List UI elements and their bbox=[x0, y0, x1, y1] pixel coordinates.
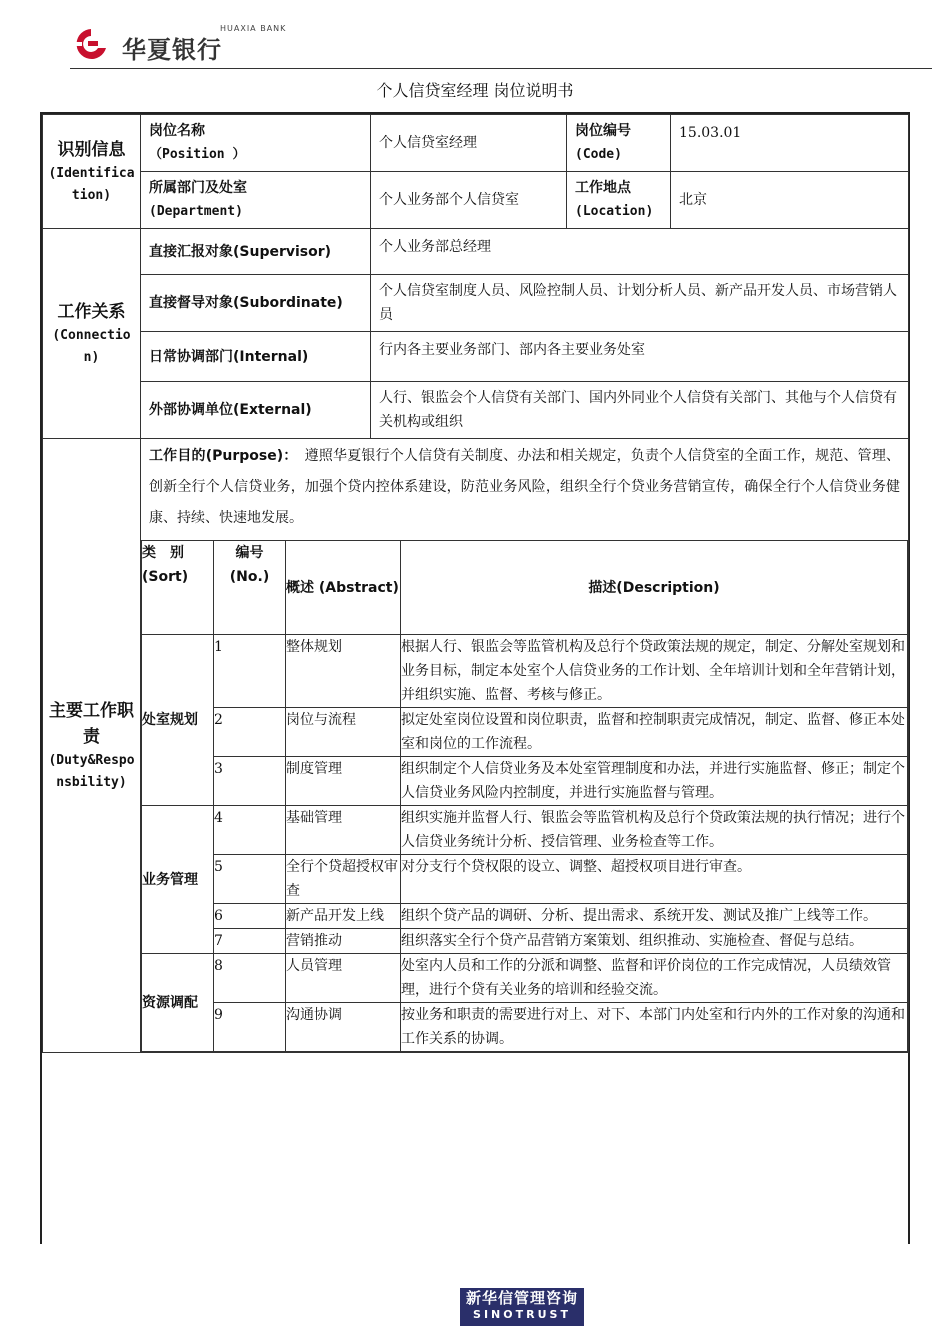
table-row bbox=[142, 904, 908, 929]
dept-value: 个人业务部个人信贷室 bbox=[371, 172, 567, 229]
category-label-en: (Identification) bbox=[48, 165, 135, 203]
category-label-en: (Duty&Responsbility) bbox=[48, 752, 135, 790]
position-label bbox=[141, 115, 371, 172]
item-no: 1 bbox=[214, 635, 286, 708]
item-desc: 组织制定个人信贷业务及本处室管理制度和办法，并进行实施监督、修正；制定个人信贷业务风险内控制度，并进行实施监督与管理。 bbox=[401, 757, 908, 806]
item-abstract: 整体规划 bbox=[286, 635, 401, 708]
table-row bbox=[142, 708, 908, 757]
purpose-text bbox=[141, 439, 908, 540]
relation-row bbox=[43, 275, 909, 332]
location-label-en: (Location) bbox=[575, 204, 654, 219]
relation-value: 人行、银监会个人信贷有关部门、国内外同业个人信贷有关部门、其他与个人信贷有关机构或组织 bbox=[371, 382, 909, 439]
dept-label-en: (Department) bbox=[149, 204, 243, 219]
category-label-en: (Connection) bbox=[52, 327, 131, 365]
duties-header-row bbox=[142, 541, 908, 635]
bank-name-en: HUAXIA BANK bbox=[220, 24, 287, 33]
col-sort-header: 类 别 (Sort) bbox=[142, 541, 214, 635]
code-label bbox=[567, 115, 671, 172]
identification-row-dept bbox=[43, 172, 909, 229]
category-label-cn: 主要工作职责 bbox=[49, 700, 134, 747]
item-desc: 组织实施并监督人行、银监会等监管机构及总行个贷政策法规的执行情况；进行个人信贷业务统计分析、授信管理、业务检查等工作。 bbox=[401, 806, 908, 855]
relation-row bbox=[43, 332, 909, 382]
position-label-en: （Position ） bbox=[149, 147, 246, 162]
identification-category bbox=[43, 115, 141, 229]
item-abstract: 新产品开发上线 bbox=[286, 904, 401, 929]
location-label bbox=[567, 172, 671, 229]
item-no: 8 bbox=[214, 954, 286, 1003]
sort-label: 业务管理 bbox=[142, 806, 214, 954]
location-value: 北京 bbox=[671, 172, 909, 229]
position-label-cn: 岗位名称 bbox=[149, 123, 205, 139]
relations-category bbox=[43, 229, 141, 439]
item-no: 3 bbox=[214, 757, 286, 806]
category-label-cn: 识别信息 bbox=[57, 139, 126, 160]
huaxia-logo-icon bbox=[72, 26, 110, 62]
item-no: 4 bbox=[214, 806, 286, 855]
page-header bbox=[70, 20, 932, 69]
item-no: 9 bbox=[214, 1003, 286, 1052]
code-label-cn: 岗位编号 bbox=[575, 123, 631, 139]
col-desc-header: 描述(Description) bbox=[401, 541, 908, 635]
duties-row bbox=[43, 439, 909, 1053]
relation-label: 直接汇报对象(Supervisor) bbox=[141, 229, 371, 275]
bank-name-cn: 华夏银行 bbox=[122, 36, 222, 64]
relation-label: 外部协调单位(External) bbox=[141, 382, 371, 439]
table-row bbox=[142, 757, 908, 806]
relation-label: 日常协调部门(Internal) bbox=[141, 332, 371, 382]
item-desc: 按业务和职责的需要进行对上、对下、本部门内处室和行内外的工作对象的沟通和工作关系的协调。 bbox=[401, 1003, 908, 1052]
table-row bbox=[142, 954, 908, 1003]
item-desc: 组织落实全行个贷产品营销方案策划、组织推动、实施检查、督促与总结。 bbox=[401, 929, 908, 954]
item-abstract: 全行个贷超授权审查 bbox=[286, 855, 401, 904]
item-no: 5 bbox=[214, 855, 286, 904]
relation-label: 直接督导对象(Subordinate) bbox=[141, 275, 371, 332]
item-desc: 根据人行、银监会等监管机构及总行个贷政策法规的规定，制定、分解处室规划和业务目标，制定本处室个人信贷业务的工作计划、全年培训计划和全年营销计划，并组织实施、监督、考核与修正。 bbox=[401, 635, 908, 708]
col-abstract-header: 概述 (Abstract) bbox=[286, 541, 401, 635]
col-no-header: 编号 (No.) bbox=[214, 541, 286, 635]
code-label-en: (Code) bbox=[575, 147, 622, 162]
duties-category bbox=[43, 439, 141, 1053]
job-description-table bbox=[42, 114, 909, 1053]
item-desc: 处室内人员和工作的分派和调整、监督和评价岗位的工作完成情况，人员绩效管理，进行个贷有关业务的培训和经验交流。 bbox=[401, 954, 908, 1003]
sort-label: 资源调配 bbox=[142, 954, 214, 1052]
item-abstract: 人员管理 bbox=[286, 954, 401, 1003]
footer-logo-cn: 新华信管理咨询 bbox=[465, 1289, 578, 1307]
duties-table bbox=[141, 540, 908, 1052]
item-no: 2 bbox=[214, 708, 286, 757]
item-abstract: 营销推动 bbox=[286, 929, 401, 954]
table-row bbox=[142, 929, 908, 954]
footer-logo-en: SINOTRUST bbox=[473, 1308, 571, 1321]
item-abstract: 岗位与流程 bbox=[286, 708, 401, 757]
relation-value: 行内各主要业务部门、部内各主要业务处室 bbox=[371, 332, 909, 382]
relation-row bbox=[43, 229, 909, 275]
identification-row-position bbox=[43, 115, 909, 172]
item-abstract: 制度管理 bbox=[286, 757, 401, 806]
item-no: 7 bbox=[214, 929, 286, 954]
category-label-cn: 工作关系 bbox=[57, 301, 126, 322]
sort-label: 处室规划 bbox=[142, 635, 214, 806]
table-row bbox=[142, 635, 908, 708]
document-title: 个人信贷室经理 岗位说明书 bbox=[376, 81, 574, 100]
relation-value: 个人业务部总经理 bbox=[371, 229, 909, 275]
purpose-label: 工作目的(Purpose)： bbox=[149, 448, 291, 464]
sinotrust-logo bbox=[460, 1288, 584, 1326]
duties-content bbox=[141, 439, 909, 1053]
dept-label bbox=[141, 172, 371, 229]
dept-label-cn: 所属部门及处室 bbox=[149, 180, 247, 196]
purpose-body: 遵照华夏银行个人信贷有关制度、办法和相关规定，负责个人信贷室的全面工作，规范、管理、创新全行个人信贷业务，加强个贷内控体系建设，防范业务风险，组织全行个贷业务营销宣传，确保全行个人信贷业务健康、持续、快速地发展。 bbox=[149, 448, 901, 526]
table-row bbox=[142, 806, 908, 855]
position-value: 个人信贷室经理 bbox=[371, 115, 567, 172]
relation-row bbox=[43, 382, 909, 439]
location-label-cn: 工作地点 bbox=[575, 180, 631, 196]
item-desc: 拟定处室岗位设置和岗位职责，监督和控制职责完成情况，制定、监督、修正本处室和岗位的工作流程。 bbox=[401, 708, 908, 757]
table-row bbox=[142, 1003, 908, 1052]
item-abstract: 沟通协调 bbox=[286, 1003, 401, 1052]
item-no: 6 bbox=[214, 904, 286, 929]
item-desc: 对分支行个贷权限的设立、调整、超授权项目进行审查。 bbox=[401, 855, 908, 904]
code-value: 15.03.01 bbox=[671, 115, 909, 172]
table-row bbox=[142, 855, 908, 904]
relation-value: 个人信贷室制度人员、风险控制人员、计划分析人员、新产品开发人员、市场营销人员 bbox=[371, 275, 909, 332]
item-desc: 组织个贷产品的调研、分析、提出需求、系统开发、测试及推广上线等工作。 bbox=[401, 904, 908, 929]
item-abstract: 基础管理 bbox=[286, 806, 401, 855]
